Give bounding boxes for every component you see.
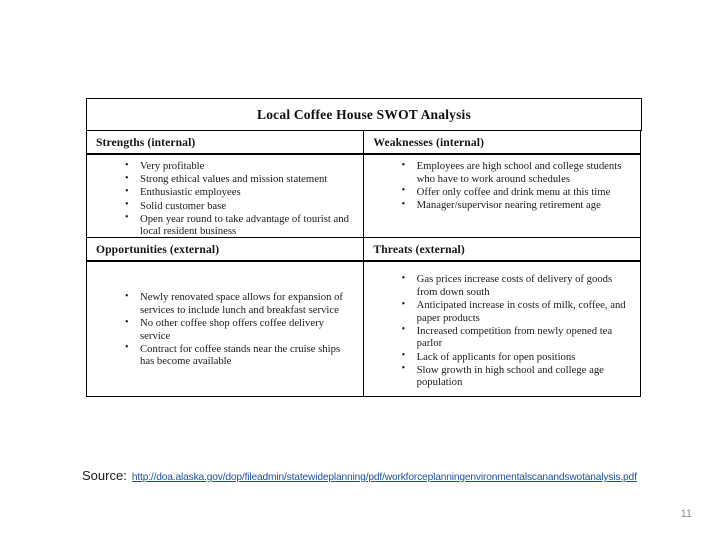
list-item: • Enthusiastic employees bbox=[125, 186, 355, 199]
list-item: • Very profitable bbox=[125, 160, 355, 173]
list-item: • Gas prices increase costs of delivery of goods from down south bbox=[402, 273, 632, 298]
list-item: • Offer only coffee and drink menu at this time bbox=[402, 186, 632, 199]
strengths-cell bbox=[86, 153, 364, 238]
weaknesses-list bbox=[364, 154, 640, 211]
list-item: • Employees are high school and college students who have to work around schedules bbox=[402, 160, 632, 185]
swot-analysis-table bbox=[86, 98, 642, 388]
list-item: • Solid customer base bbox=[125, 200, 355, 213]
strengths-header-label: Strengths (internal) bbox=[96, 135, 196, 149]
threats-cell bbox=[363, 260, 641, 397]
strengths-list bbox=[87, 154, 363, 238]
opportunities-cell bbox=[86, 260, 364, 397]
page-number: 11 bbox=[680, 508, 692, 520]
list-item: • Anticipated increase in costs of milk, coffee, and paper products bbox=[402, 299, 632, 324]
list-item: • Increased competition from newly opened tea parlor bbox=[402, 325, 632, 350]
swot-table-title: Local Coffee House SWOT Analysis bbox=[257, 106, 471, 122]
list-item: • Slow growth in high school and college age population bbox=[402, 364, 632, 389]
external-header-row bbox=[86, 237, 642, 262]
list-item: • Contract for coffee stands near the cruise ships has become available bbox=[125, 343, 355, 368]
list-item: • Lack of applicants for open positions bbox=[402, 351, 632, 364]
strengths-header-cell bbox=[86, 130, 364, 155]
external-body-row bbox=[86, 260, 642, 397]
internal-body-row bbox=[86, 153, 642, 238]
list-item: • Manager/supervisor nearing retirement age bbox=[402, 199, 632, 212]
list-item: • Newly renovated space allows for expansion of services to include lunch and breakfast service bbox=[125, 291, 355, 316]
list-item: • Open year round to take advantage of tourist and local resident business bbox=[125, 213, 355, 238]
internal-header-row bbox=[86, 130, 642, 155]
source-url-link[interactable]: http://doa.alaska.gov/dop/fileadmin/statewideplanning/pdf/workforceplanningenvironmentalscanandswotanalysis.pdf bbox=[131, 472, 637, 483]
threats-header-cell bbox=[363, 237, 641, 262]
opportunities-list bbox=[87, 261, 363, 368]
list-item: • Strong ethical values and mission statement bbox=[125, 173, 355, 186]
weaknesses-cell bbox=[363, 153, 641, 238]
opportunities-header-label: Opportunities (external) bbox=[96, 242, 220, 256]
source-line bbox=[82, 468, 637, 483]
threats-list bbox=[364, 261, 640, 388]
swot-table-title-row bbox=[86, 98, 642, 131]
opportunities-header-cell bbox=[86, 237, 364, 262]
source-label: Source: bbox=[82, 468, 127, 483]
threats-header-label: Threats (external) bbox=[373, 242, 465, 256]
weaknesses-header-label: Weaknesses (internal) bbox=[373, 135, 485, 149]
list-item: • No other coffee shop offers coffee delivery service bbox=[125, 317, 355, 342]
weaknesses-header-cell bbox=[363, 130, 641, 155]
